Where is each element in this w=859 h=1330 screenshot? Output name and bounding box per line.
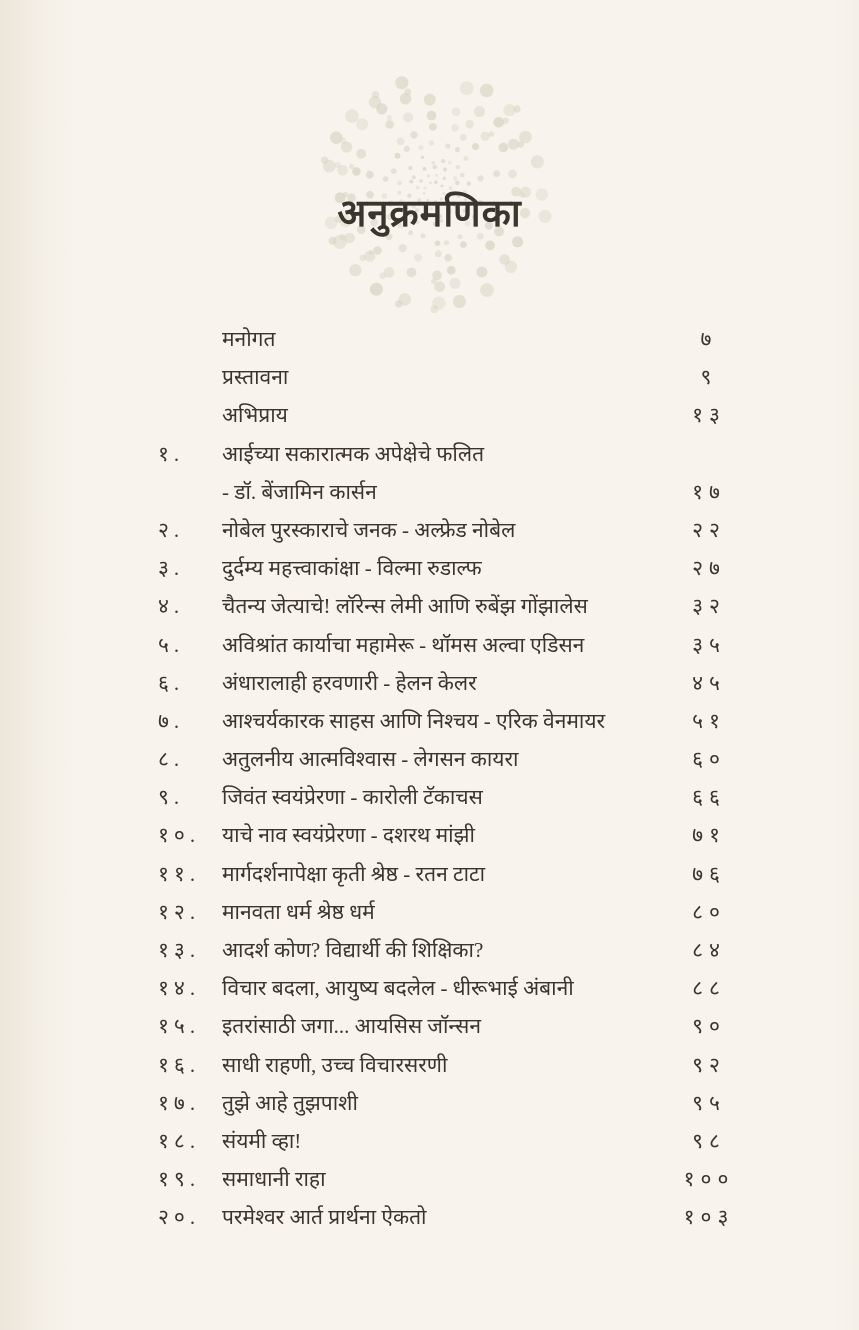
entry-number: ६. <box>158 670 185 695</box>
ornament-dot <box>460 173 465 178</box>
entry-title: समाधानी राहा <box>222 1167 326 1192</box>
entry-title: तुझे आहे तुझपाशी <box>222 1090 358 1115</box>
ornament-dot <box>427 174 430 177</box>
ornament-dot <box>434 281 445 292</box>
entry-title: विचार बदला, आयुष्य बदलेल - धीरूभाई अंबानी <box>222 976 574 1001</box>
ornament-dot <box>453 177 457 181</box>
entry-number: १३. <box>158 938 201 962</box>
entry-number: ९. <box>158 785 185 810</box>
entry-number: १९. <box>158 1167 201 1192</box>
toc-row <box>0 740 859 778</box>
ornament-dot <box>460 81 474 95</box>
ornament-dot <box>399 244 407 252</box>
ornament-dot <box>429 123 437 131</box>
ornament-dot <box>444 240 449 245</box>
toc-row <box>0 893 859 931</box>
toc-row <box>0 1122 859 1160</box>
entry-title: अविश्रांत कार्याचा महामेरू - थॉमस अल्वा एडिसन <box>222 632 585 657</box>
ornament-dot <box>453 295 466 308</box>
entry-title: प्रस्तावना <box>222 365 289 390</box>
ornament-dot <box>435 241 441 247</box>
ornament-dot <box>513 105 520 112</box>
ornament-dot <box>531 155 544 168</box>
entry-number: १५. <box>158 1014 201 1039</box>
ornament-dot <box>489 131 495 137</box>
ornament-dot <box>430 305 438 313</box>
toc-row <box>0 1046 859 1084</box>
ornament-dot <box>349 264 361 276</box>
entry-number: १७. <box>158 1090 201 1115</box>
entry-page-number: ८४ <box>692 938 726 962</box>
entry-number: ५. <box>158 632 185 657</box>
entry-title: इतरांसाठी जगा... आयसिस जॉन्सन <box>222 1014 482 1039</box>
ornament-dot <box>455 147 460 152</box>
ornament-dot <box>421 156 425 160</box>
ornament-dot <box>481 132 490 141</box>
entry-number: ३. <box>158 556 185 581</box>
entry-page-number: ८८ <box>692 976 726 1001</box>
entry-page-number: २७ <box>692 556 726 581</box>
ornament-dot <box>427 111 437 121</box>
ornament-dot <box>352 167 361 176</box>
ornament-dot <box>499 143 509 153</box>
toc-row <box>0 855 859 893</box>
toc-row <box>0 587 859 625</box>
entry-page-number: १०० <box>683 1167 735 1192</box>
ornament-dot <box>387 115 392 120</box>
entry-title: मार्गदर्शनापेक्षा कृती श्रेष्ठ - रतन टाटा <box>222 861 486 886</box>
entry-page-number: २२ <box>692 517 726 542</box>
toc-row <box>0 358 859 396</box>
entry-page-number: १३ <box>692 403 726 428</box>
entry-title: आश्चर्यकारक साहस आणि निश्चय - एरिक वेनमायर <box>222 708 606 733</box>
entry-title: नोबेल पुरस्काराचे जनक - अल्फ्रेड नोबेल <box>222 517 516 542</box>
toc-row <box>0 1160 859 1198</box>
ornament-dot <box>391 168 397 174</box>
entry-page-number: ७ <box>700 327 718 351</box>
ornament-dot <box>372 91 379 98</box>
ornament-dot <box>409 180 413 184</box>
ornament-dot <box>414 254 422 262</box>
ornament-dot <box>395 153 401 159</box>
toc-row <box>0 396 859 434</box>
entry-title: याचे नाव स्वयंप्रेरणा - दशरथ मांझी <box>222 823 475 848</box>
ornament-dot <box>460 241 467 248</box>
ornament-dot <box>419 179 422 182</box>
ornament-dot <box>395 76 408 89</box>
ornament-dot <box>349 164 354 169</box>
entry-page-number: ९५ <box>692 1090 726 1115</box>
toc-row <box>0 969 859 1007</box>
entry-number: २०. <box>158 1205 201 1230</box>
entry-number: ७. <box>158 708 185 733</box>
entry-title: दुर्दम्य महत्त्वाकांक्षा - विल्मा रुडाल्फ <box>222 556 482 581</box>
ornament-dot <box>445 143 450 148</box>
ornament-dot <box>397 181 402 186</box>
entry-page-number: ९ <box>700 365 718 390</box>
ornament-dot <box>407 268 417 278</box>
toc-row <box>0 473 859 511</box>
entry-title: आदर्श कोण? विद्यार्थी की शिक्षिका? <box>222 938 484 962</box>
entry-number: १६. <box>158 1052 201 1077</box>
entry-title: आईच्या सकारात्मक अपेक्षेचे फलित <box>222 441 485 466</box>
entry-page-number: ९२ <box>692 1052 726 1077</box>
entry-page-number: ७१ <box>692 823 726 848</box>
ornament-dot <box>356 118 368 130</box>
entry-title: जिवंत स्वयंप्रेरणा - कारोली टॅकाचस <box>222 785 483 810</box>
toc-row <box>0 816 859 854</box>
entry-page-number: ६० <box>692 747 726 772</box>
page-title: अनुक्रमणिका <box>337 193 522 235</box>
entry-page-number: १०३ <box>683 1205 735 1230</box>
ornament-dot <box>397 137 405 145</box>
ornament-dot <box>452 107 461 116</box>
toc-row <box>0 511 859 549</box>
ornament-dot <box>429 140 434 145</box>
ornament-dot <box>465 120 474 129</box>
ornament-dot <box>364 251 375 262</box>
ornament-dot <box>419 145 424 150</box>
ornament-dot <box>423 167 427 171</box>
ornament-dot <box>395 300 402 307</box>
entry-number: १८. <box>158 1128 201 1153</box>
entry-title: संयमी व्हा! <box>222 1128 302 1153</box>
entry-number: १०. <box>158 823 201 848</box>
ornament-dot <box>477 175 483 181</box>
ornament-dot <box>460 134 467 141</box>
ornament-dot <box>448 161 452 165</box>
ornament-dot <box>435 250 442 257</box>
ornament-dot <box>321 157 329 165</box>
ornament-dot <box>412 175 416 179</box>
toc-row <box>0 626 859 664</box>
entry-page-number: ८० <box>692 899 726 924</box>
entry-page-number: ७६ <box>692 861 726 886</box>
toc-row <box>0 1198 859 1236</box>
ornament-dot <box>463 156 468 161</box>
ornament-dot <box>370 283 383 296</box>
ornament-dot <box>443 177 447 181</box>
entry-title: अतुलनीय आत्मविश्वास - लेगसन कायरा <box>222 747 519 772</box>
ornament-dot <box>360 255 367 262</box>
ornament-dot <box>449 278 460 289</box>
entry-number: ८. <box>158 747 185 772</box>
ornament-dot <box>455 181 460 186</box>
ornament-dot <box>366 171 374 179</box>
entry-page-number: ६६ <box>692 785 726 810</box>
entry-page-number: ९८ <box>692 1128 726 1153</box>
entry-number: ४. <box>158 594 185 619</box>
ornament-dot <box>444 254 452 262</box>
toc-row <box>0 702 859 740</box>
ornament-dot <box>519 131 532 144</box>
ornament-dot <box>345 109 359 123</box>
entry-number: १. <box>158 441 185 466</box>
entry-number: २. <box>158 517 185 542</box>
entry-title: अंधारालाही हरवणारी - हेलन केलर <box>222 670 477 695</box>
toc-row <box>0 931 859 969</box>
entry-title: - डॉ. बेंजामिन कार्सन <box>222 479 377 504</box>
toc-row <box>0 664 859 702</box>
toc-row <box>0 1084 859 1122</box>
entry-page-number: ९० <box>692 1014 726 1039</box>
ornament-dot <box>505 261 517 273</box>
ornament-dot <box>447 266 456 275</box>
ornament-dot <box>403 112 413 122</box>
ornament-dot <box>356 149 366 159</box>
entry-number: ११. <box>158 861 201 886</box>
entry-number: १२. <box>158 899 201 924</box>
ornament-dot <box>476 267 487 278</box>
entry-title: परमेश्वर आर्त प्रार्थना ऐकतो <box>222 1205 427 1230</box>
entry-number: १४. <box>158 976 201 1001</box>
ornament-dot <box>408 166 412 170</box>
ornament-dot <box>451 124 459 132</box>
ornament-dot <box>493 170 500 177</box>
ornament-dot <box>508 170 517 179</box>
ornament-dot <box>429 181 432 184</box>
ornament-dot <box>472 143 479 150</box>
ornament-dot <box>503 118 509 124</box>
toc-row <box>0 549 859 587</box>
ornament-dot <box>456 165 460 169</box>
entry-page-number: ३२ <box>692 594 726 619</box>
ornament-dot <box>485 240 495 250</box>
entry-page-number: १७ <box>692 479 726 504</box>
ornament-dot <box>383 176 389 182</box>
entry-page-number: ३५ <box>692 632 726 657</box>
entry-title: अभिप्राय <box>222 403 288 428</box>
ornament-dot <box>404 89 411 96</box>
ornament-dot <box>443 168 447 172</box>
ornament-dot <box>480 84 494 98</box>
toc-row <box>0 778 859 816</box>
ornament-dot <box>434 181 437 184</box>
ornament-dot <box>410 131 417 138</box>
entry-title: मानवता धर्म श्रेष्ठ धर्म <box>222 899 375 924</box>
ornament-dot <box>493 117 504 128</box>
ornament-dot <box>435 174 438 177</box>
ornament-dot <box>330 131 343 144</box>
ornament-dot <box>424 94 436 106</box>
toc-list <box>0 320 859 1237</box>
entry-title: चैतन्य जेत्याचे! लॉरेन्स लेमी आणि रुबेंझ गोंझालेस <box>222 594 588 619</box>
ornament-dot <box>373 246 382 255</box>
entry-page-number: ४५ <box>692 670 726 695</box>
toc-row <box>0 320 859 358</box>
ornament-dot <box>404 146 410 152</box>
ornament-dot <box>474 106 485 117</box>
ornament-dot <box>441 159 445 163</box>
ornament-dot <box>433 165 438 170</box>
ornament-dot <box>385 120 394 129</box>
ornament-dot <box>480 283 494 297</box>
entry-page-number: ५१ <box>692 708 726 733</box>
ornament-dot <box>379 272 386 279</box>
ornament-dot <box>431 161 435 165</box>
entry-title: साधी राहणी, उच्च विचारसरणी <box>222 1052 448 1077</box>
toc-row <box>0 435 859 473</box>
entry-title: मनोगत <box>222 327 276 351</box>
toc-row <box>0 1007 859 1045</box>
